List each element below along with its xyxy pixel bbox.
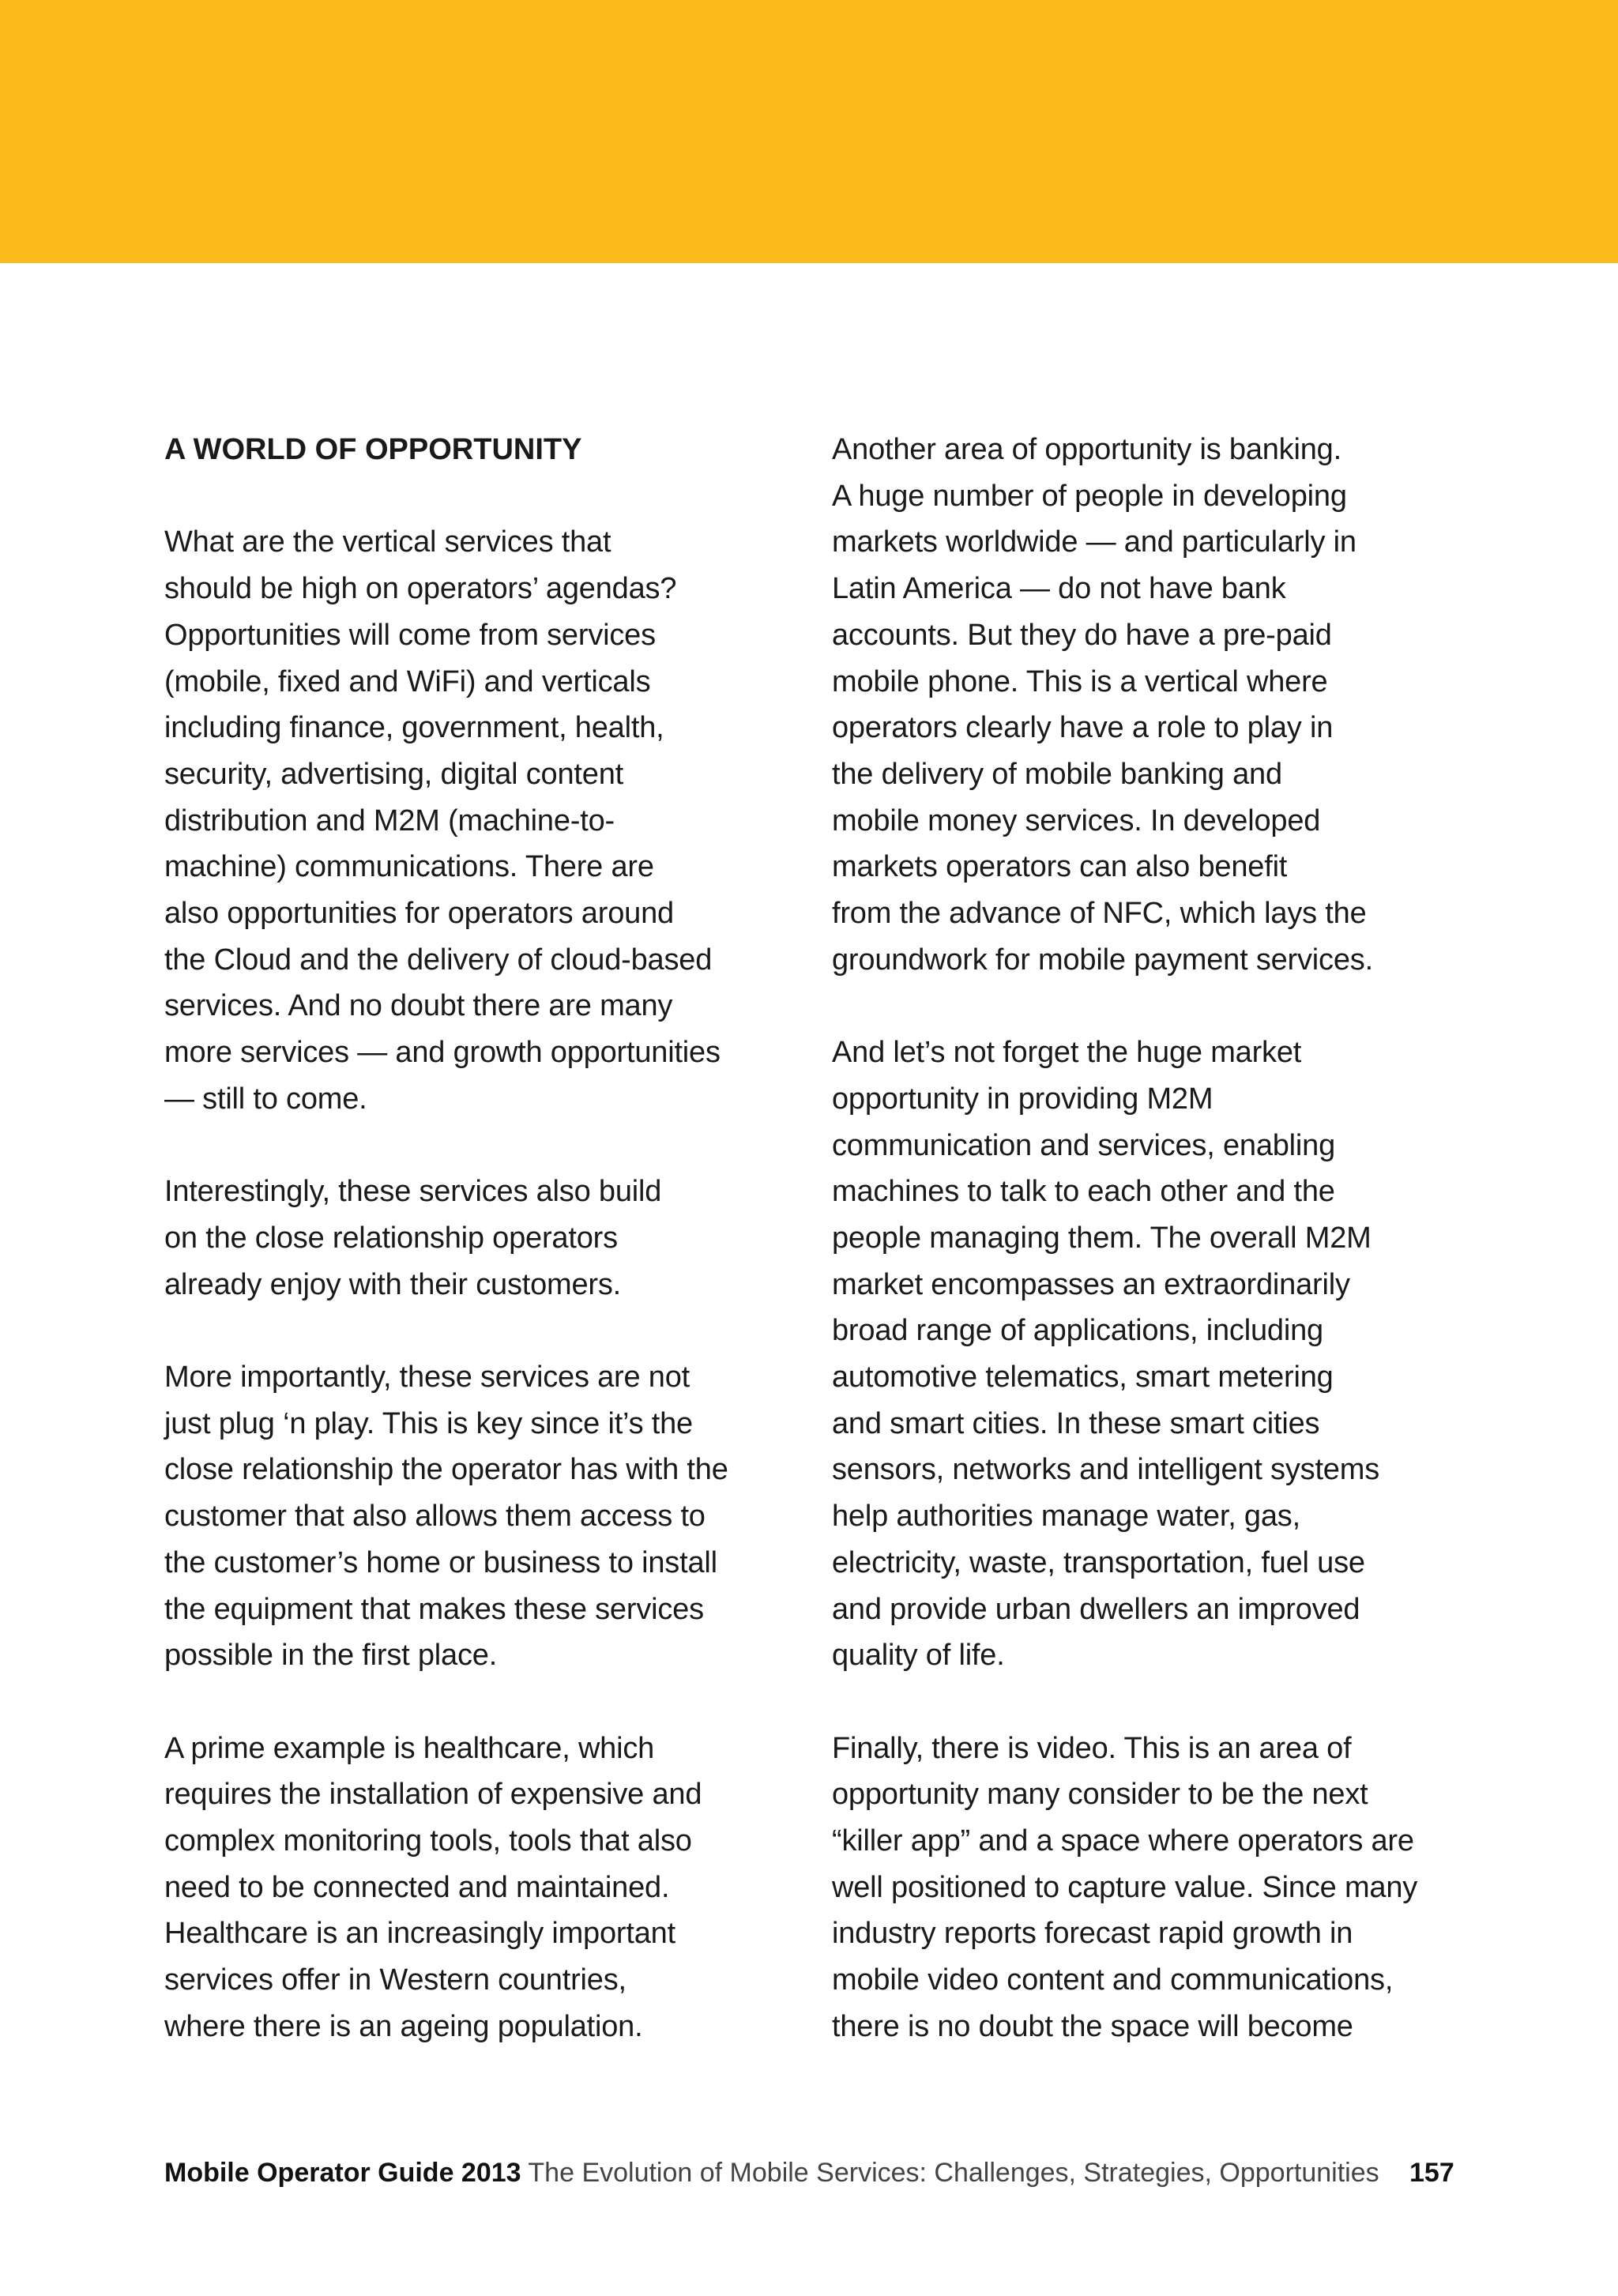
text-line: more services — and growth opportunities	[164, 1036, 721, 1070]
text-line: and smart cities. In these smart cities	[832, 1406, 1320, 1440]
text-line: there is no doubt the space will become	[832, 2009, 1353, 2043]
text-line: (mobile, fixed and WiFi) and verticals	[164, 664, 651, 698]
footer-subtitle: The Evolution of Mobile Services: Challenges, Strategies, Opportunities	[528, 2158, 1379, 2188]
text-line: accounts. But they do have a pre-paid	[832, 618, 1332, 652]
text-line: security, advertising, digital content	[164, 757, 623, 791]
text-line: mobile money services. In developed	[832, 804, 1321, 837]
right-paragraphs	[832, 427, 1480, 2050]
text-line: already enjoy with their customers.	[164, 1267, 622, 1301]
text-line: Healthcare is an increasingly important	[164, 1917, 675, 1951]
section-heading: A WORLD OF OPPORTUNITY	[164, 433, 582, 466]
text-line: electricity, waste, transportation, fuel use	[832, 1545, 1365, 1579]
text-line: Finally, there is video. This is an area of	[832, 1731, 1352, 1765]
paragraph	[832, 427, 1480, 983]
text-line: from the advance of NFC, which lays the	[832, 897, 1367, 931]
text-line: groundwork for mobile payment services.	[832, 943, 1373, 977]
paragraph	[164, 1726, 796, 2050]
text-line: communication and services, enabling	[832, 1128, 1336, 1162]
footer-title: Mobile Operator Guide 2013	[164, 2158, 521, 2188]
text-line: and provide urban dwellers an improved	[832, 1592, 1360, 1626]
text-line: sensors, networks and intelligent systems	[832, 1453, 1380, 1487]
text-line: market encompasses an extraordinarily	[832, 1267, 1350, 1301]
text-line: Another area of opportunity is banking.	[832, 433, 1341, 466]
text-line: including finance, government, health,	[164, 711, 664, 745]
text-line: should be high on operators’ agendas?	[164, 572, 677, 606]
text-line: broad range of applications, including	[832, 1314, 1323, 1348]
paragraph	[164, 519, 796, 1122]
text-line: the customer’s home or business to install	[164, 1545, 717, 1579]
text-line: What are the vertical services that	[164, 525, 611, 559]
top-color-band	[0, 0, 1618, 263]
paragraph	[164, 1169, 796, 1308]
text-line: Interestingly, these services also build	[164, 1175, 662, 1209]
text-line: “killer app” and a space where operators are	[832, 1824, 1414, 1858]
text-line: on the close relationship operators	[164, 1221, 618, 1255]
text-line: automotive telematics, smart metering	[832, 1361, 1334, 1395]
paragraph	[164, 1354, 796, 1679]
text-line: distribution and M2M (machine-to-	[164, 804, 615, 837]
page-footer	[164, 2157, 1379, 2189]
text-line: And let’s not forget the huge market	[832, 1036, 1302, 1070]
text-line: opportunity in providing M2M	[832, 1082, 1214, 1116]
text-line: the delivery of mobile banking and	[832, 757, 1282, 791]
text-line: just plug ‘n play. This is key since it’s the	[164, 1406, 693, 1440]
text-line: well positioned to capture value. Since many	[832, 1870, 1418, 1904]
text-line: requires the installation of expensive and	[164, 1778, 702, 1812]
text-line: customer that also allows them access to	[164, 1500, 706, 1534]
text-line: possible in the first place.	[164, 1639, 498, 1673]
text-line: Opportunities will come from services	[164, 618, 656, 652]
text-line: markets operators can also benefit	[832, 850, 1288, 884]
text-line: the equipment that makes these services	[164, 1592, 704, 1626]
text-line: machines to talk to each other and the	[832, 1175, 1335, 1209]
text-line: mobile video content and communications,	[832, 1963, 1394, 1997]
paragraph	[832, 1726, 1480, 2050]
text-line: operators clearly have a role to play in	[832, 711, 1334, 745]
text-line: industry reports forecast rapid growth in	[832, 1917, 1353, 1951]
text-line: mobile phone. This is a vertical where	[832, 664, 1328, 698]
text-line: A huge number of people in developing	[832, 479, 1347, 513]
left-column	[164, 427, 796, 2096]
text-line: where there is an ageing population.	[164, 2009, 643, 2043]
paragraph	[832, 1029, 1480, 1679]
text-line: need to be connected and maintained.	[164, 1870, 670, 1904]
text-line: services offer in Western countries,	[164, 1963, 627, 1997]
text-line: quality of life.	[832, 1639, 1005, 1673]
text-line: More importantly, these services are not	[164, 1361, 690, 1395]
text-line: services. And no doubt there are many	[164, 989, 673, 1023]
text-line: markets worldwide — and particularly in	[832, 525, 1356, 559]
right-column	[832, 427, 1480, 2096]
text-line: help authorities manage water, gas,	[832, 1500, 1300, 1534]
text-line: Latin America — do not have bank	[832, 572, 1286, 606]
text-line: close relationship the operator has with the	[164, 1453, 728, 1487]
page-number: 157	[1409, 2158, 1454, 2188]
text-line: complex monitoring tools, tools that also	[164, 1824, 692, 1858]
text-line: also opportunities for operators around	[164, 897, 674, 931]
text-line: machine) communications. There are	[164, 850, 654, 884]
text-line: people managing them. The overall M2M	[832, 1221, 1372, 1255]
text-line: A prime example is healthcare, which	[164, 1731, 655, 1765]
text-line: the Cloud and the delivery of cloud-based	[164, 943, 713, 977]
text-line: — still to come.	[164, 1082, 367, 1116]
text-line: opportunity many consider to be the next	[832, 1778, 1368, 1812]
left-paragraphs	[164, 519, 796, 2049]
